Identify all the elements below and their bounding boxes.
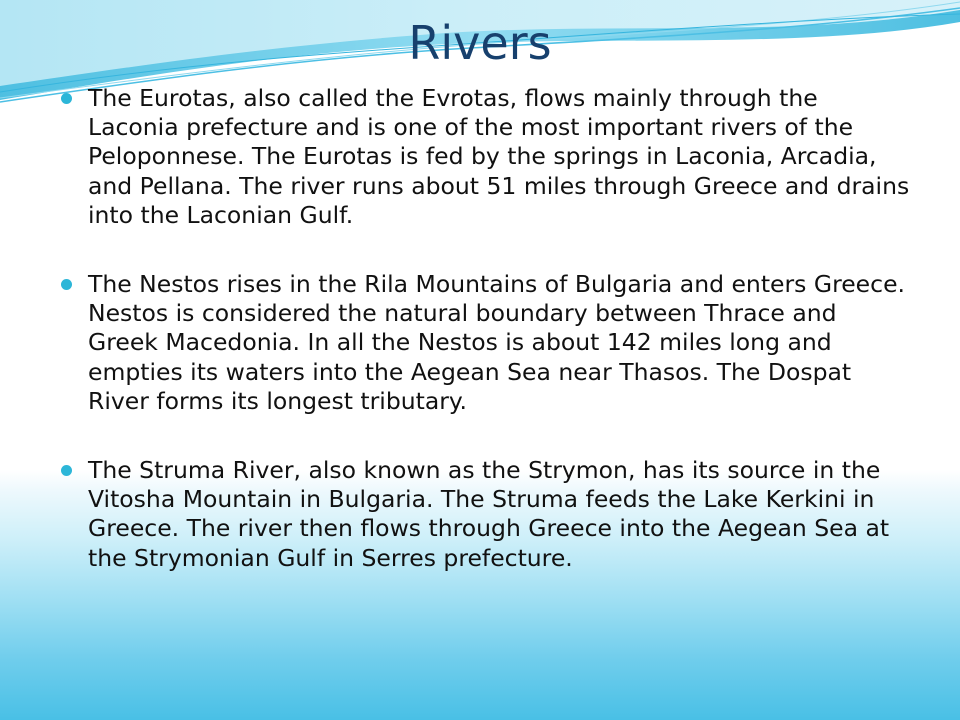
bullet-icon [61, 279, 72, 290]
slide-title: Rivers [408, 16, 552, 70]
bullet-item-struma [60, 456, 910, 573]
bullet-text: The Struma River, also known as the Strymon, has its source in the Vitosha Mountain in Bulgaria. The Struma feeds the Lake Kerkini in Greece. The river then flows through Greece into the Aegean Sea at the Strymonian Gulf in Serres prefecture. [88, 456, 890, 572]
bullet-text: The Eurotas, also called the Evrotas, flows mainly through the Laconia prefecture and is one of the most important rivers of the Peloponnese. The Eurotas is fed by the springs in Laconia, Arcadia, and Pellana. The river runs about 51 miles through Greece and drains into the Laconian Gulf. [88, 84, 910, 229]
bullet-icon [61, 465, 72, 476]
bullet-item-eurotas [60, 84, 910, 230]
bullet-icon [61, 93, 72, 104]
bullet-list [60, 84, 910, 613]
bullet-item-nestos [60, 270, 910, 416]
bullet-text: The Nestos rises in the Rila Mountains of Bulgaria and enters Greece. Nestos is considered the natural boundary between Thrace and Greek Macedonia. In all the Nestos is about 142 miles long and empties its waters into the Aegean Sea near Thasos. The Dospat River forms its longest tributary. [88, 270, 905, 415]
